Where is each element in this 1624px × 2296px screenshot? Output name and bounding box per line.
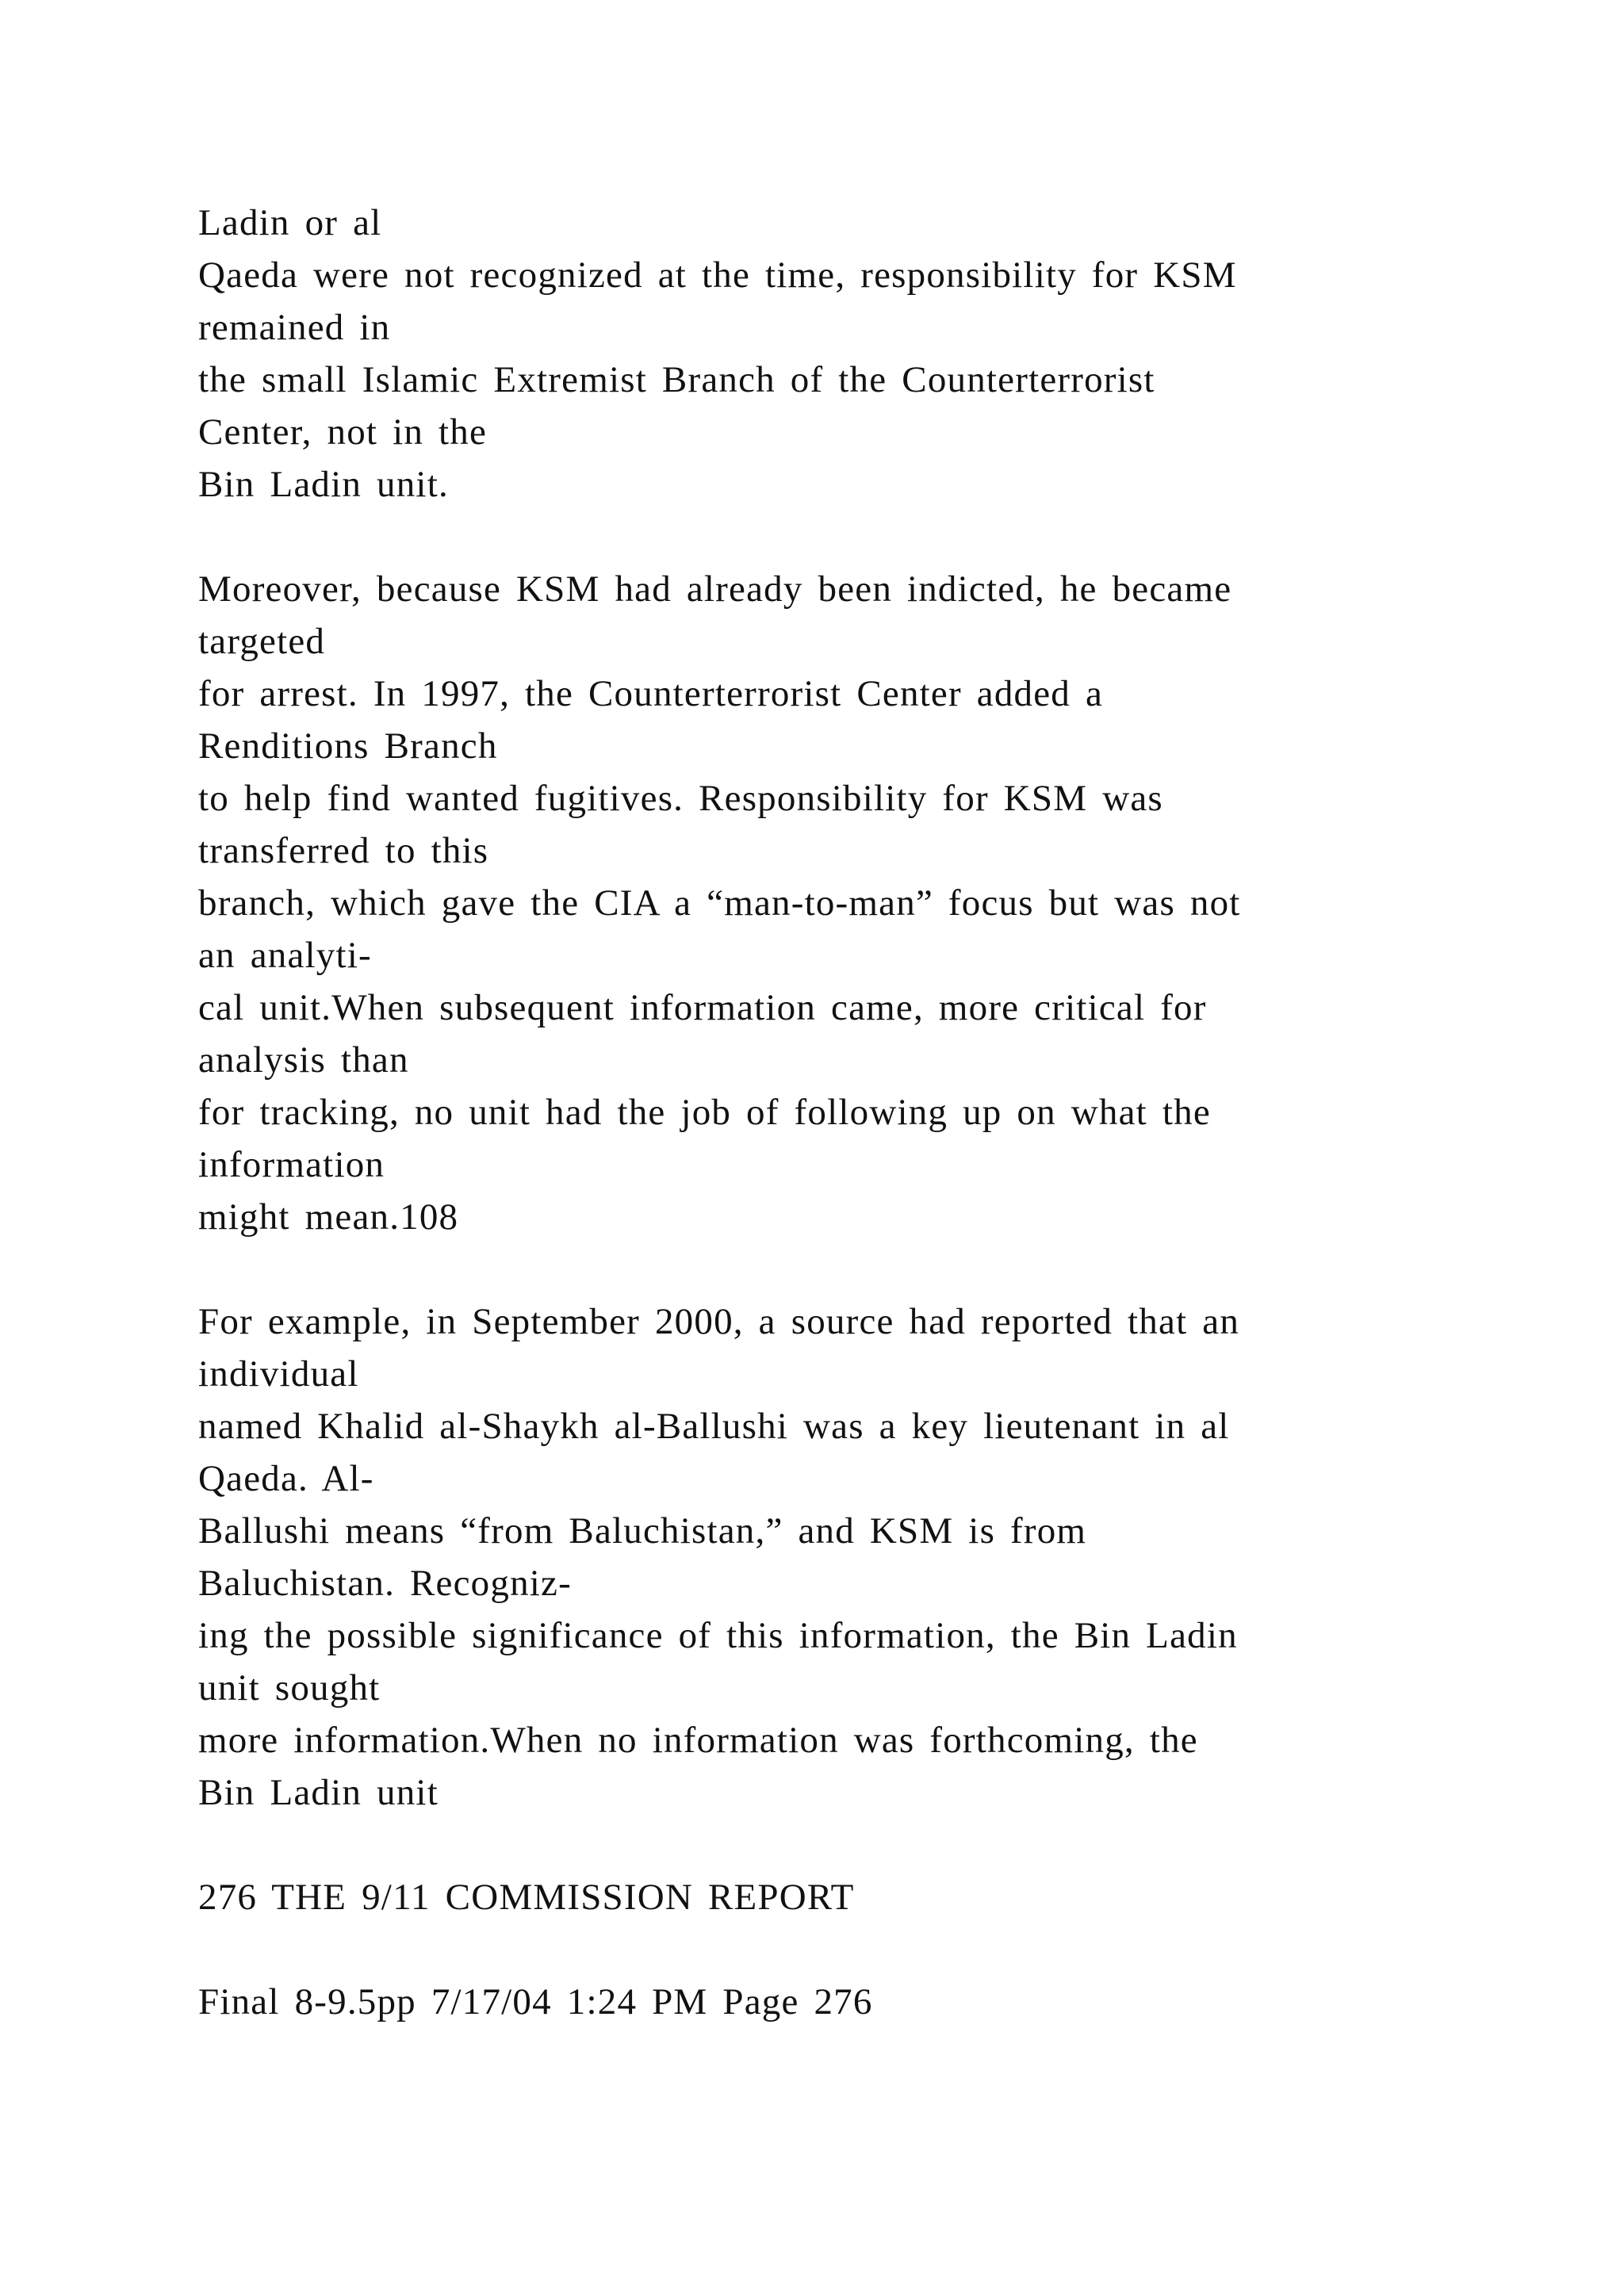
paragraph-spacer [198,1923,1507,1976]
text-line: remained in [198,307,391,348]
text-line: Center, not in the [198,411,488,453]
print-slug: Final 8-9.5pp 7/17/04 1:24 PM Page 276 [198,1981,873,2022]
text-line: for arrest. In 1997, the Counterterrorist Center added a [198,673,1104,714]
text-line: Ballushi means “from Baluchistan,” and KSM is from [198,1510,1087,1552]
text-line: individual [198,1353,359,1395]
paragraph-spacer [198,1819,1507,1871]
paragraph-1 [198,197,1507,511]
paragraph-2 [198,563,1507,1243]
text-line: Qaeda were not recognized at the time, responsibility for KSM [198,254,1237,296]
text-line: Qaeda. Al- [198,1458,374,1499]
text-line: cal unit.When subsequent information came, more critical for [198,987,1207,1028]
document-body [198,197,1507,2028]
text-line: targeted [198,621,326,662]
text-line: more information.When no information was forthcoming, the [198,1720,1198,1761]
text-line: Renditions Branch [198,725,498,767]
text-line: an analyti- [198,935,372,976]
text-line: Bin Ladin unit [198,1772,439,1813]
paragraph-3 [198,1295,1507,1819]
text-line: for tracking, no unit had the job of following up on what the [198,1092,1211,1133]
text-line: ing the possible significance of this information, the Bin Ladin [198,1615,1238,1656]
text-line: to help find wanted fugitives. Responsibility for KSM was [198,778,1163,819]
text-line: information [198,1144,385,1185]
text-line: might mean.108 [198,1196,459,1238]
text-line: Baluchistan. Recogniz- [198,1563,572,1604]
text-line: Ladin or al [198,202,382,243]
text-line: analysis than [198,1039,409,1081]
paragraph-spacer [198,511,1507,563]
text-line: transferred to this [198,830,489,871]
text-line: branch, which gave the CIA a “man-to-man” focus but was not [198,882,1241,924]
running-footer: 276 THE 9/11 COMMISSION REPORT [198,1877,855,1918]
paragraph-spacer [198,1243,1507,1295]
text-line: Bin Ladin unit. [198,464,449,505]
text-line: unit sought [198,1667,381,1709]
text-line: Moreover, because KSM had already been indicted, he became [198,568,1232,610]
text-line: For example, in September 2000, a source had reported that an [198,1301,1240,1342]
text-line: named Khalid al-Shaykh al-Ballushi was a key lieutenant in al [198,1406,1230,1447]
text-line: the small Islamic Extremist Branch of the Counterterrorist [198,359,1155,400]
